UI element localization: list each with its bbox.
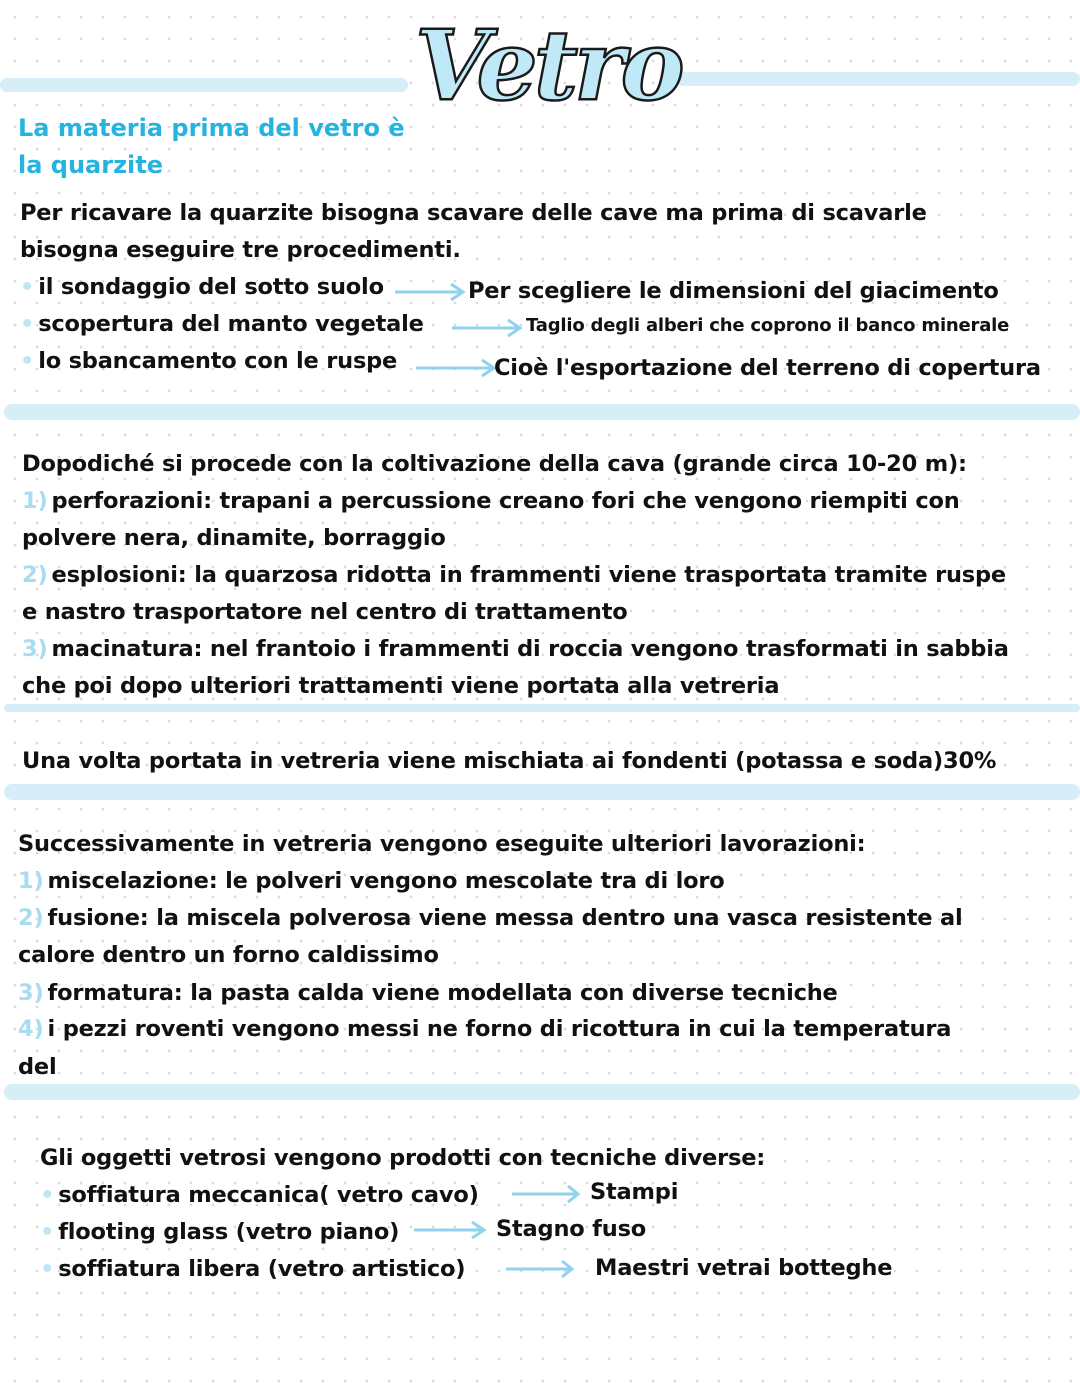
bullet-icon: •	[40, 1256, 55, 1282]
divider	[4, 1084, 1080, 1100]
section4-line: 1) miscelazione: le polveri vengono mescolate tra di loro	[18, 868, 725, 894]
section4-intro: Successivamente in vetreria vengono eseguite ulteriori lavorazioni:	[18, 831, 866, 857]
list-item-text: scopertura del manto vegetale	[38, 311, 424, 337]
section2-line: 3) macinatura: nel frantoio i frammenti di roccia vengono trasformati in sabbia	[22, 636, 1009, 662]
bullet-icon: •	[20, 348, 35, 374]
section1-line-2: bisogna eseguire tre procedimenti.	[20, 237, 461, 263]
bullet-icon: •	[40, 1219, 55, 1245]
section1-line-1: Per ricavare la quarzite bisogna scavare delle cave ma prima di scavarle	[20, 200, 927, 226]
list-item-result: Per scegliere le dimensioni del giacimento	[468, 278, 999, 304]
section3-text: Una volta portata in vetreria viene mischiata ai fondenti (potassa e soda)30%	[22, 748, 997, 774]
list-item-result: Taglio degli alberi che coprono il banco minerale	[526, 315, 1010, 336]
list-item: • soffiatura meccanica( vetro cavo)	[40, 1182, 479, 1208]
section2-intro: Dopodiché si procede con la coltivazione della cava (grande circa 10-20 m):	[22, 451, 967, 477]
step-number: 4)	[18, 1016, 44, 1042]
list-item: • flooting glass (vetro piano)	[40, 1219, 400, 1245]
list-item-text: il sondaggio del sotto suolo	[38, 274, 384, 300]
intro-line-2: la quarzite	[18, 151, 164, 179]
step-number: 3)	[18, 980, 44, 1006]
arrow-icon	[395, 282, 465, 302]
section2-line: che poi dopo ulteriori trattamenti viene portata alla vetreria	[22, 673, 780, 699]
step-number: 1)	[22, 488, 48, 514]
arrow-icon	[512, 1184, 582, 1204]
list-item	[20, 274, 384, 300]
section2-line: 1) perforazioni: trapani a percussione creano fori che vengono riempiti con	[22, 488, 960, 514]
section2-line: 2) esplosioni: la quarzosa ridotta in frammenti viene trasportata tramite ruspe	[22, 562, 1006, 588]
section5-intro: Gli oggetti vetrosi vengono prodotti con tecniche diverse:	[40, 1145, 766, 1171]
section2-line: e nastro trasportatore nel centro di trattamento	[22, 599, 628, 625]
bullet-icon: •	[20, 274, 35, 300]
page-title: Vetro	[415, 9, 681, 122]
section4-line: calore dentro un forno caldissimo	[18, 942, 439, 968]
section4-line: 3) formatura: la pasta calda viene modellata con diverse tecniche	[18, 980, 838, 1006]
section4-line: del	[18, 1054, 57, 1080]
section4-line: 2) fusione: la miscela polverosa viene messa dentro una vasca resistente al	[18, 905, 963, 931]
list-item-result: Maestri vetrai botteghe	[595, 1255, 893, 1281]
arrow-icon	[416, 358, 496, 378]
arrow-icon	[414, 1220, 484, 1240]
bullet-icon: •	[20, 311, 35, 337]
divider	[4, 704, 1080, 712]
step-number: 2)	[18, 905, 44, 931]
bullet-icon: •	[40, 1182, 55, 1208]
list-item	[20, 311, 424, 337]
title-rule-right	[676, 72, 1080, 86]
divider	[4, 404, 1080, 420]
list-item-result: Stampi	[590, 1179, 679, 1205]
list-item-text: lo sbancamento con le ruspe	[38, 348, 398, 374]
arrow-icon	[452, 318, 522, 338]
title-rule-left	[0, 78, 408, 92]
step-number: 1)	[18, 868, 44, 894]
step-number: 3)	[22, 636, 48, 662]
divider	[4, 784, 1080, 800]
section2-line: polvere nera, dinamite, borraggio	[22, 525, 446, 551]
section4-line: 4) i pezzi roventi vengono messi ne forno di ricottura in cui la temperatura	[18, 1016, 952, 1042]
step-number: 2)	[22, 562, 48, 588]
list-item	[20, 348, 397, 374]
list-item: • soffiatura libera (vetro artistico)	[40, 1256, 466, 1282]
list-item-result: Cioè l'esportazione del terreno di copertura	[494, 355, 1041, 381]
list-item-result: Stagno fuso	[496, 1216, 647, 1242]
intro-line-1: La materia prima del vetro è	[18, 114, 405, 142]
arrow-icon	[506, 1259, 576, 1279]
